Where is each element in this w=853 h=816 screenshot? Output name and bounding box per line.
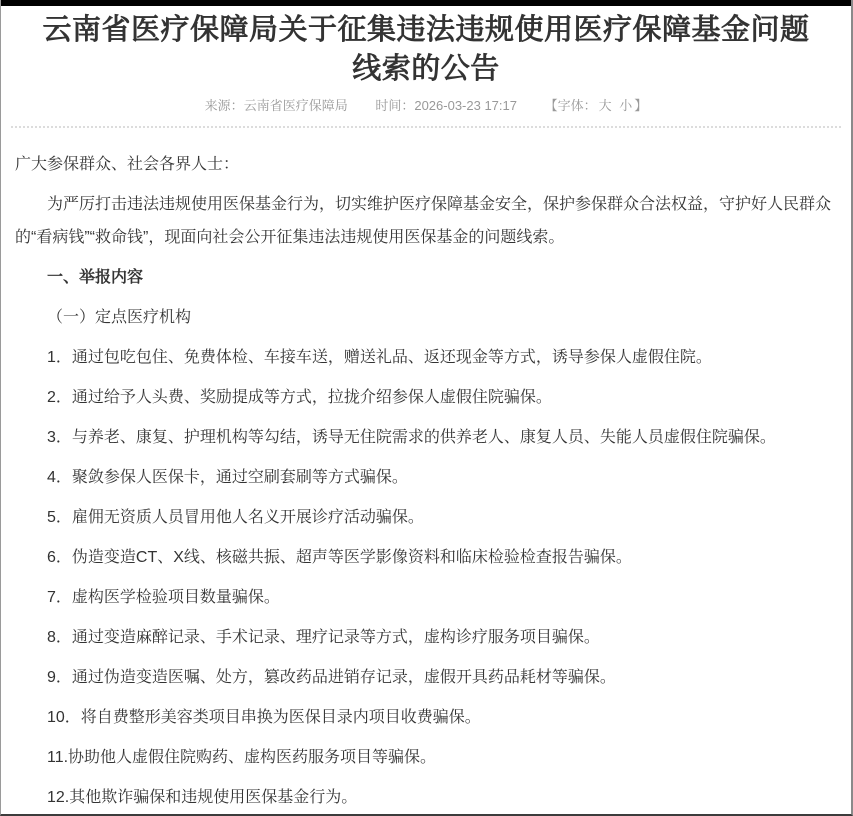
list-item-12: 12.其他欺诈骗保和违规使用医保基金行为。 xyxy=(47,789,358,806)
meta-font-controls xyxy=(545,98,648,113)
list-item-2: 2．通过给予人头费、奖励提成等方式，拉拢介绍参保人虚假住院骗保。 xyxy=(47,389,552,406)
meta-time xyxy=(375,98,517,113)
font-controls-close-bracket: 】 xyxy=(634,98,648,113)
list-item-8: 8．通过变造麻醉记录、手术记录、理疗记录等方式，虚构诊疗服务项目骗保。 xyxy=(47,629,600,646)
meta-source-value: 云南省医疗保障局 xyxy=(243,98,348,113)
top-bar xyxy=(1,0,851,6)
salutation: 广大参保群众、社会各界人士： xyxy=(15,156,240,173)
article-meta xyxy=(1,98,851,114)
list-item-1: 1．通过包吃包住、免费体检、车接车送，赠送礼品、返还现金等方式，诱导参保人虚假住院。 xyxy=(47,349,712,366)
article-content xyxy=(1,128,851,814)
section-heading: 一、举报内容 xyxy=(47,269,144,286)
list-item-6: 6．伪造变造CT、X线、核磁共振、超声等医学影像资料和临床检验检查报告骗保。 xyxy=(47,549,632,566)
meta-time-label: 时间： xyxy=(375,98,415,113)
font-size-large-button[interactable]: 大 xyxy=(598,98,612,113)
list-item-10: 10．将自费整形美容类项目串换为医保目录内项目收费骗保。 xyxy=(47,709,481,726)
list-item-9: 9．通过伪造变造医嘱、处方，篡改药品进销存记录，虚假开具药品耗材等骗保。 xyxy=(47,669,616,686)
subsection-heading: （一）定点医疗机构 xyxy=(47,309,192,326)
list-item-11: 11.协助他人虚假住院购药、虚构医药服务项目等骗保。 xyxy=(47,749,437,766)
list-item-7: 7．虚构医学检验项目数量骗保。 xyxy=(47,589,280,606)
list-item-4: 4．聚敛参保人医保卡，通过空刷套刷等方式骗保。 xyxy=(47,469,408,486)
meta-source xyxy=(205,98,348,113)
font-controls-open-bracket: 【字体： xyxy=(544,98,597,113)
meta-source-label: 来源： xyxy=(204,98,244,113)
list-item-3: 3．与养老、康复、护理机构等勾结，诱导无住院需求的供养老人、康复人员、失能人员虚假住院骗保。 xyxy=(47,429,776,446)
page-title: 云南省医疗保障局关于征集违法违规使用医疗保障基金问题线索的公告 xyxy=(42,14,810,85)
list-item-5: 5．雇佣无资质人员冒用他人名义开展诊疗活动骗保。 xyxy=(47,509,424,526)
intro-paragraph: 为严厉打击违法违规使用医保基金行为，切实维护医疗保障基金安全，保护参保群众合法权益，守护好人民群众的“看病钱”“救命钱”，现面向社会公开征集违法违规使用医保基金的问题线索。 xyxy=(15,196,832,246)
meta-time-value: 2026-03-23 17:17 xyxy=(414,98,517,113)
font-size-small-button[interactable]: 小 xyxy=(619,98,633,113)
